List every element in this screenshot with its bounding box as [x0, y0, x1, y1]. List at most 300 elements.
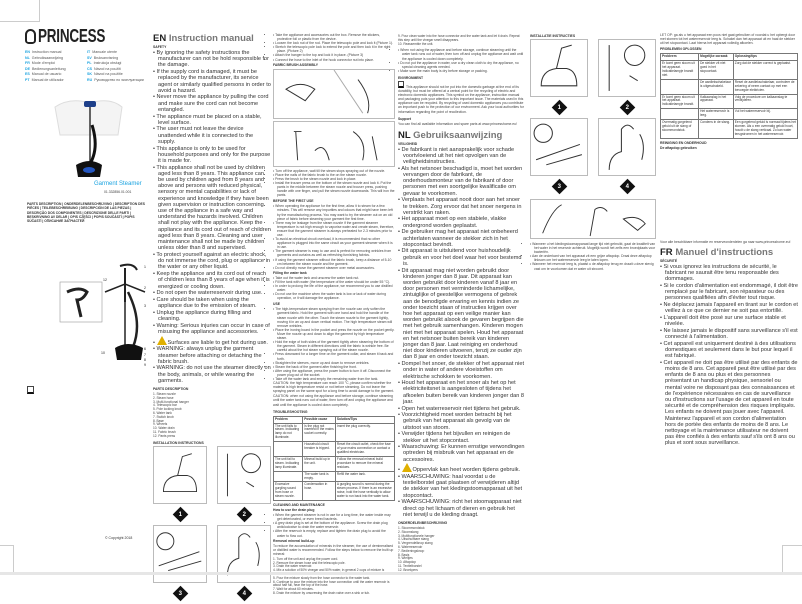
installation-figure — [530, 39, 588, 118]
language-code: RU — [87, 77, 93, 82]
figure-illustration — [217, 446, 271, 504]
part-item: 11. Fabric brush — [153, 430, 176, 435]
svg-text:6: 6 — [144, 347, 146, 351]
part-item: 1. Steam nozzle — [153, 392, 176, 397]
first-use-item: • • If using the garment steamer without the fabric brush, keep a distance of 5-10 cm between the steam nozzle and the garment. — [273, 258, 395, 266]
mineral-step: 7. Wait for about 60 minutes. — [273, 587, 314, 592]
drain-item: • • A grey drain plug is set at the bottom of the appliance. Screw the drain plug anticlockwise to drain the water reservoir. — [273, 521, 395, 529]
mineral-step: 1. Turn off the unit and unplug the power cord. — [273, 556, 339, 561]
figure-illustration — [530, 39, 588, 97]
figure-number-badge — [236, 506, 252, 522]
crest-icon — [25, 29, 36, 44]
part-item: 4. Uitschuifbare stang — [398, 537, 429, 542]
table-row — [661, 61, 798, 80]
svg-text:1: 1 — [144, 265, 146, 269]
first-use-item: • • The garment steamer is easy to use and is perfect for removing wrinkles from garments and curtains as well as refreshing furnishing fabrics. — [273, 249, 395, 257]
language-label: Manual de usuario — [31, 72, 62, 76]
brand-name: PRINCESS — [38, 26, 106, 46]
product-code: 01.332856.01.001 — [104, 190, 132, 194]
note-text: LET OP: ga als u het apparaat een poos niet gaat gebruiken of voordat u het opbergt door met stomen tot het waterreservoir leeg is. Schakel dan het apparaat uit en haal de stekker uit het stopcontact. Laat hierna het apparaat volledig afkoelen. — [660, 33, 796, 46]
language-code: PT — [25, 77, 30, 82]
safety-item: • The appliance must be placed on a stable, level surface. — [153, 114, 271, 126]
table-cell: Mineral build up in the unit. — [303, 456, 336, 471]
figure-number: 2 — [625, 104, 629, 111]
part-item: 4. Telescopic bar — [153, 403, 177, 408]
part-item: 12. Pants press — [153, 433, 176, 438]
figure-number-badge — [551, 100, 567, 116]
use-item: • • The high-temperature steam spraying from the nozzle can only soften the garment fabric. Hold the garment with one hand and hold the handle of the steam nozzle with the other. Touch the steam nozzle to the garment lightly, moving it in an up and down vertical motion. The high temperature steam will remove wrinkles. — [273, 307, 395, 327]
table-cell: Zorg dat de stekker correct is geplaatst. — [733, 61, 797, 80]
brand-logo — [25, 26, 145, 46]
environment-title: ENVIRONMENT — [398, 75, 424, 80]
mineral-step: 2. Remove the steam hose and the telescopic pole. — [273, 560, 346, 565]
safety-item: • To protect yourself against an electric shock, do not immerse the cord, plug or appliance in the water or any other liquid. — [153, 252, 271, 271]
fabric-brush-figure — [530, 199, 656, 239]
fill-item: • • Take out the water tank and unscrew the water tank nut. — [273, 276, 395, 280]
safety-list — [153, 50, 271, 335]
table-cell: Een gorgelend geluid is normaal tijdens het stomen. Als u een overmatig geluid hoort, houdt u de slang verticaal. Zo kan water terugstromen in het waterreservoir. — [733, 120, 797, 139]
table-cell — [274, 442, 303, 457]
table-cell: The water tank is empty. — [303, 471, 336, 482]
safety-item: • This appliance is only to be used for household purposes and only for the purpose it is made for. — [153, 146, 271, 165]
brush-step: • • Press the brush to the steam nozzle and lock in place. — [273, 177, 395, 181]
part-item: 7. Bedieningsknop — [398, 548, 425, 553]
brush-step: • • Place the nails of the fabric brush to the on the steam nozzle. — [273, 173, 395, 177]
table-cell — [661, 109, 699, 120]
pants-press-figure — [273, 121, 395, 167]
table-cell: Condens in de slang. — [699, 120, 734, 139]
figure-number: 3 — [557, 183, 561, 190]
part-item: 2. Stoomslang — [398, 529, 419, 534]
cleaning-title: CLEANING AND MAINTENANCE — [273, 503, 325, 508]
installation-figure — [598, 39, 656, 118]
product-title: Garment Steamer — [94, 181, 142, 187]
part-item: 1. Stoommondstuk — [398, 525, 425, 530]
assembly-step: • • Stretch the telescopic pole lock to extend the pole and then lock it in the right place. (Picture 2) — [273, 45, 395, 53]
svg-text:10: 10 — [101, 351, 105, 355]
table-cell: Refill the water tank. — [335, 471, 394, 482]
part-item: 9. Wheels — [153, 422, 168, 427]
warning-list — [398, 474, 525, 518]
part-item: 8. Basis — [398, 552, 410, 557]
lang-code: FR — [660, 246, 673, 258]
assembly-step: • • Connect the hose to the inlet of the hook connector nut into place. — [273, 58, 395, 62]
use-item: • • Take off the water tank and empty the remaining water from the tank. — [273, 377, 395, 381]
safety-item: • Verwijder tijdens het bijvullen en reinigen de stekker uit het stopcontact. — [398, 431, 525, 443]
table-cell: Condensation in hose. — [303, 482, 336, 501]
drain-item: • • After the reservoir is empty, replace and tighten the drain plug to avoid the water to flow out. — [273, 529, 395, 537]
first-use-item: • • To avoid an electrical circuit overload, it is recommended that no other appliance is plugged into the same circuit as your garment steamer when it is in use. — [273, 237, 395, 249]
caution-notes — [273, 381, 395, 407]
use-title: USE — [273, 302, 280, 307]
safety-item: • De gebruiker mag het apparaat niet onbeheerd achterlaten wanneer de stekker zich in het stopcontact bevindt. — [398, 229, 525, 248]
mineral-step: 4. Mix a solution of 50% vinegar and 50% water, in general 2 cups of mixture is — [273, 568, 385, 573]
safety-item: • Verplaats het apparaat nooit door aan het snoer te trekken. Zorg ervoor dat het snoer nergens in verstrikt kan raken. — [398, 197, 525, 216]
en-section-continued — [273, 33, 395, 598]
figure-number: 2 — [242, 511, 246, 518]
table-cell: The unit fails to steam. Indicating lamp do not illuminate. — [274, 423, 303, 442]
language-code: IT — [87, 50, 91, 54]
garment-steamer-image — [40, 95, 140, 185]
drain-item: • • Wanneer u het kledingstoomapparaat lange tijd niet gebruikt, gaat de kwaliteit van het water in het reservoir achteruit. Mogelijk wordt het zelfs een broedplaats voor bacteriën. — [530, 242, 656, 254]
storage-item: • • Make sure the main body is dry before storage or packing. — [398, 69, 525, 73]
parts-title: ONDERDELENBESCHRIJVING — [398, 520, 448, 525]
safety-item: • Het apparaat moet op een stabiele, vlakke ondergrond worden geplaatst. — [398, 216, 525, 228]
language-code: DE — [25, 66, 30, 71]
table-row — [274, 456, 395, 471]
table-cell: Vul het waterreservoir bij. — [733, 109, 797, 120]
language-list — [25, 50, 150, 82]
column-header: Probleem — [661, 54, 699, 61]
installation-figures — [153, 446, 271, 604]
safety-list — [398, 147, 525, 463]
hot-surface-warning — [153, 336, 271, 346]
language-code: PL — [87, 61, 92, 65]
environment-body: This appliance should not be put into the domestic garbage at the end of its durability, but must be offered at a central point for the recycling of electric and electronic domestic appliances. This symbol on the appliance, instruction manual and packaging puts your attention to this important issue. The materials used in this appliance can be recycled. By recycling of used domestic appliances you contribute an important push to the protection of our environment. Ask your local authorities for information regarding the point of recollection. — [398, 84, 524, 114]
table-cell: Reset de aardlekschakelaar, controleer de zekering of neem contact op met een bevoegde elektricien. — [733, 79, 797, 94]
safety-item: • Keep the appliance and its cord out of reach of children less than 8 years of age when it is energized or cooling down. — [153, 271, 271, 290]
table-cell: Het waterreservoir is leeg. — [699, 109, 734, 120]
language-code: CS — [87, 66, 92, 71]
fabric-brush-figure — [273, 69, 395, 119]
language-item — [25, 78, 87, 82]
installation-figure — [530, 118, 588, 197]
safety-item: • Care should be taken when using the appliance due to the emission of steam. — [153, 297, 271, 309]
language-label: Mode d'emploi — [31, 61, 56, 65]
mineral-steps — [273, 558, 395, 596]
part-item: 11. Textielborstel — [398, 563, 422, 568]
table-cell: Follow the removal mineral build procedure to remove the mineral residues. — [335, 456, 394, 471]
warning-item: • WARNING: do not use the steamer directly on the body, animals, or while wearing the garments. — [153, 365, 271, 384]
safety-item: • Dompel het snoer, de stekker of het apparaat niet onder in water of andere vloeistoffen om elektrische schokken te voorkomen. — [398, 361, 525, 380]
first-use-item: • • Do not directly move the garment steamer over metal accessories. — [273, 266, 395, 270]
table-cell: Is the plug not inserted in the mains socket correctly. — [303, 423, 336, 442]
language-label: Návod na použití — [94, 66, 121, 71]
brush-step: • • Install the trouser press on the bottom of the steam nozzle and lock it. Put the pants in the middle between the steam nozzle and trouser press, pushing handle with one finger, and pull the steam nozzle downwards. This will iron the pants. — [273, 181, 395, 197]
assembly-step: • • Loosen the lock nut of the rod. Place the telescopic pole and lock it (Picture 1). — [273, 41, 395, 45]
part-item: 7. Switch knob — [153, 414, 174, 419]
part-item: 6. Water tank — [153, 411, 172, 416]
language-label: Bruksanvisning — [93, 55, 119, 60]
column-header: Mogelijke oorzaak — [699, 54, 734, 61]
language-item — [87, 67, 150, 71]
part-item: 2. Steam hose — [153, 395, 174, 400]
table-cell: Overmatig gorgelend geluid uit de slang of stoommondstuk. — [661, 120, 699, 139]
table-row — [661, 79, 798, 94]
fr-heading — [660, 247, 798, 258]
caution-note: CAUTION: the high temperature can reach 100 °C, please confirm whether the material is high temperature resist or not before steaming. Do not leave the spraying panel on the same spot for a long time to avoid damage to the garment. — [273, 381, 395, 394]
safety-title: SÉCURITÉ — [660, 258, 678, 263]
installation-figure — [217, 525, 271, 604]
crop-mark — [0, 0, 40, 22]
hot-surface-text: Surfaces are liable to get hot during use. — [167, 339, 268, 346]
language-code: FR — [25, 61, 30, 65]
figure-illustration — [598, 118, 656, 176]
parts-diagram — [25, 262, 150, 377]
storage-item: • • When not using the appliance and before storage, continue steaming until the water tank runs out of water, then turn off and unplug the appliance and wait until the appliance is cooled down completely. — [398, 48, 525, 60]
assembly-step: • • Attach the hanger to the top and lock it in place. (Picture 3) — [273, 53, 395, 57]
lang-code: NL — [398, 129, 411, 141]
language-label: Manual de utilizador — [31, 77, 64, 82]
language-code: ES — [25, 72, 30, 76]
warning-item: • WARNING: always unplug the garment steamer before attaching or detaching the fabric brush. — [153, 346, 271, 365]
table-header-row — [661, 54, 798, 61]
figure-number-badge — [236, 585, 252, 601]
warning-item: • WAARSCHUWING: richt het stoomapparaat niet direct op het lichaam of dieren en gebruik het niet terwijl u de kleding draagt. — [398, 499, 525, 518]
mineral-intro: To reduce the accumulation of minerals in the steamer, the use of demineralised or distilled water is recommended. Follow the steps below to remove the built up mineral: — [273, 543, 394, 556]
figure-number: 4 — [625, 183, 629, 190]
safety-item: • Do not open the waterreservoir during use. — [153, 290, 271, 296]
language-label: Návod na použitie — [94, 72, 123, 76]
table-row — [661, 94, 798, 109]
troubleshooting-table — [273, 416, 395, 501]
hot-surface-text: Oppervlak kan heet worden tijdens gebruik. — [412, 467, 521, 474]
column-header: Oplossing/tips — [733, 54, 797, 61]
column-header: Solution/Tips — [335, 416, 394, 423]
table-cell — [661, 79, 699, 94]
drain-title: De aftapdop gebruiken — [660, 145, 697, 150]
mineral-step: 5. Pour the mixture slowly from the hose connector to the water tank. — [273, 575, 371, 580]
language-item — [87, 50, 150, 54]
figure-illustration — [530, 118, 588, 176]
assembly-list — [273, 33, 395, 62]
troubleshooting-table — [660, 53, 798, 138]
storage-list — [398, 48, 525, 73]
safety-item: • Als het netsnoer beschadigd is, moet het worden vervangen door de fabrikant, de onderhoudsmonteur van de fabrikant of door personen met een soortgelijke kwalificatie om gevaar te voorkomen. — [398, 166, 525, 197]
warning-triangle-icon — [402, 463, 412, 472]
storage-item: • • Do not put the appliance in water, use a dry clean cloth to dry the appliance, no special cleaning agents needed. — [398, 61, 525, 69]
language-code: SV — [87, 55, 92, 60]
language-item — [87, 61, 150, 65]
column-header: Problem — [274, 416, 303, 423]
part-item: 8. Base — [153, 418, 164, 423]
mineral-step: 8. Drain the mixture by unscrewing the drain valve over a sink or tub. — [273, 591, 370, 596]
use-list — [273, 307, 395, 381]
table-row — [274, 482, 395, 501]
table-cell: The unit fail to steam. Indicating lamp illuminate. — [274, 456, 303, 471]
fill-list — [273, 276, 395, 301]
language-item — [25, 67, 87, 71]
first-use-item: • • When operating the appliance for the first time, allow it to steam for a few minutes. This will remove any impurities and odours that might have been left by the manufacturing process. You may want to try the steamer out on an old piece of fabric before steaming your garment the first time. — [273, 204, 395, 220]
safety-title: VEILIGHEID — [398, 141, 418, 146]
safety-item: • Si vous ignorez les instructions de sécurité, le fabricant ne saurait être tenu responsable des dommages. — [660, 264, 798, 283]
nl-fr-section — [660, 33, 798, 447]
lang-code: EN — [153, 33, 167, 44]
crop-mark — [0, 545, 14, 575]
language-label: Bedienungsanleitung — [32, 66, 66, 71]
svg-text:8: 8 — [144, 358, 146, 362]
use-item: • • After using the appliance, press the power button to turn it off. Disconnect the power plug out of the socket. — [273, 369, 395, 377]
figure-number-badge — [172, 585, 188, 601]
table-row — [274, 442, 395, 457]
fabric-brush-title: FABRIC BRUSH ASSEMBLY — [273, 62, 318, 67]
drain-item: • • When the garment steamer is not in use for a long time, the water inside may get deteriorated, or even breed bacteria. — [273, 513, 395, 521]
use-item: • • Place the ironing board in the pocket and press the nozzle on the pocket gently. Move the nozzle up and down to align the garment by high temperature steam. — [273, 328, 395, 340]
figure-illustration — [153, 446, 207, 504]
table-cell: De stekker zit niet goed in het stopcontact. — [699, 61, 734, 80]
table-cell: Excessive gurgling sound from hose or steam nozzle. — [274, 482, 303, 501]
part-item: 10. Aftapdop — [398, 560, 416, 565]
troubleshooting-title: PROBLEMEN OPLOSSEN — [660, 47, 702, 52]
parts-list — [153, 393, 271, 439]
nl-heading — [398, 130, 525, 141]
table-row — [661, 120, 798, 139]
column-header: Possible cause — [303, 416, 336, 423]
warning-item: • WAARSCHUWING: haal voordat u de textielborstel gaat plaatsen of verwijderen altijd de stekker van het kledingstoomapparaat uit het stopcontact. — [398, 474, 525, 499]
safety-item: • This appliance shall not be used by children aged less than 8 years. This appliance can be used by children aged from 8 years and above and persons with reduced physical, sensory or mental capabilities or lack of experience and knowledge if they have been given supervision or instruction concerning use of the appliance in a safe way and understand the hazards involved. Children shall not play with the appliance. Keep the appliance and its cord out of reach of children aged less than 8 years. Cleaning and user maintenance shall not be made by children unless older than 8 and supervised. — [153, 165, 271, 252]
heading-title: Gebruiksaanwijzing — [413, 129, 503, 141]
installation-figures — [530, 39, 656, 197]
language-label: Руководство по эксплуатации — [94, 77, 144, 82]
fill-item: • • Fill the tank with water (the temperature of the water should be under 55 °C). — [273, 280, 395, 284]
safety-item: • Cet appareil ne doit pas être utilisé par des enfants de moins de 8 ans. Cet appareil peut être utilisé par des enfants de 8 ans ou plus et des personnes présentant un handicap physique, sensoriel ou mental voire ne disposant pas des connaissances et de l'expérience nécessaires en cas de surveillance ou d'instructions sur l'usage de cet appareil en toute sécurité et de compréhension des risques impliqués. Les enfants ne doivent pas jouer avec l'appareil. Maintenez l'appareil et son cordon d'alimentation hors de portée des enfants de moins de 8 ans. Le nettoyage et la maintenance utilisateur ne doivent pas être confiés à des enfants sauf s'ils ont 8 ans ou plus et sont sous surveillance. — [660, 360, 798, 447]
cleaning-title: REINIGING EN ONDERHOUD — [660, 140, 707, 145]
environment-text — [398, 81, 525, 114]
fill-title: Filling the water tank — [273, 270, 307, 275]
first-use-item: • • There may be leakage from the steam nozzle if the garment steamer temperature is not high enough to vaporise water and create steam, therefore, ensure that the garment steamer is always preheated for 2-3 minutes prior to use. — [273, 221, 395, 237]
first-use-list — [273, 204, 395, 270]
use-item: • • Steam the back of the garment after finishing the front. — [273, 365, 395, 369]
mineral-step: 6. Continue to pour the mixture into the hose connection until the water reservoir is about half full, near the top of the hose. — [273, 579, 390, 588]
warning-triangle-icon — [157, 336, 167, 345]
language-code: SK — [87, 72, 92, 76]
safety-item: • If the supply cord is damaged, it must be replaced by the manufacturer, its service agent or similarly qualified persons in order to avoid a hazard. — [153, 69, 271, 94]
figure-number: 1 — [178, 511, 182, 518]
table-cell: Kalkaanslag in het apparaat. — [699, 94, 734, 109]
mineral-step: 10. Reassemble the unit. — [398, 41, 434, 46]
safety-item: • Unplug the appliance during filling and cleaning. — [153, 310, 271, 322]
nl-install-section — [530, 33, 656, 271]
safety-item: • Ne laissez jamais le dispositif sans surveillance s'il est connecté à l'alimentation. — [660, 328, 798, 340]
table-row — [661, 109, 798, 120]
part-item: 5. Vergrendelknop stang — [398, 541, 433, 546]
language-item — [25, 50, 87, 54]
safety-item: • Waarschuwing: Er kunnen ernstige verwondingen optreden bij misbruik van het apparaat en de accessoires. — [398, 444, 525, 463]
safety-item: • By ignoring the safety instructions the manufacturer can not be hold responsible for the damage. — [153, 50, 271, 69]
hot-surface-list — [398, 463, 525, 473]
language-item — [87, 56, 150, 60]
svg-text:7: 7 — [144, 353, 146, 357]
drain-list — [273, 513, 395, 538]
safety-item: • Ne déplacez jamais l'appareil en tirant sur le cordon et veillez à ce que ce dernier ne soit pas entortillé. — [660, 302, 798, 314]
table-cell: Household circuit breaker is tripped. — [303, 442, 336, 457]
assembly-step: • • Take the appliance and accessories out the box. Remove the stickers, protective foil or plastic from the device. — [273, 33, 395, 41]
copyright: © Copyright 2018 — [105, 536, 133, 540]
crop-mark — [782, 545, 802, 575]
use-item: • • Straighten the sleeves, move up and down to remove wrinkles. — [273, 361, 395, 365]
use-item: • • Hold the edge of both sides of the garment tightly when steaming the bottom of the garment. Steam in different directions until the fabric is wrinkle free. Be careful about the hot steam spraying out of the steam nozzle. — [273, 340, 395, 352]
safety-item: • Cet appareil est uniquement destiné à des utilisations domestiques et seulement dans le but pour lequel il est fabriqué. — [660, 341, 798, 360]
brush-steps — [273, 169, 395, 198]
safety-item: • Never move the appliance by pulling the cord and make sure the cord can not become entangled. — [153, 94, 271, 113]
mineral-step: 9. Pour clean water into the hose connector and the water tank and let it drain. Repeat this step until the vinegar smell disappears. — [398, 34, 520, 42]
table-header-row — [274, 416, 395, 423]
fill-item: • • Do not use the machine when the water tank is low or lack of water during operation, or it will damage the appliance. — [273, 292, 395, 300]
installation-figure — [153, 525, 207, 604]
figure-number: 3 — [178, 590, 182, 597]
hot-surface-warning — [398, 463, 525, 473]
language-code: NL — [25, 55, 30, 60]
support-text: You can find all available information and spare parts at www.princesshome.eu! — [398, 121, 517, 126]
svg-text:3: 3 — [144, 304, 146, 308]
part-item: 10. Water drain — [153, 426, 175, 431]
installation-figure — [598, 118, 656, 197]
weee-icon — [27, 386, 34, 394]
hot-surface-list — [153, 336, 271, 346]
figure-number-badge — [619, 100, 635, 116]
drain-item: • • Aan de onderkant van het apparaat zit een grijze aftapdop. Draai deze aftapdop linksom om het waterreservoir leeg te laten lopen. — [530, 254, 656, 262]
svg-text:9: 9 — [144, 363, 146, 367]
fill-item: • • In order to prolong the life of the appliance, we recommend you to use distilled water. — [273, 284, 395, 292]
mineral-title: Removal mineral build-up — [273, 538, 315, 543]
table-cell: A gurgling sound is normal during the steam process. If there is an excessive noise, hold the hose vertically to allow water to run back into the water tank. — [335, 482, 394, 501]
caution-note: CAUTION: when not using the appliance and before storage, continue steaming until the water tank runs out of water, then turn off and unplug the appliance and wait until the appliance is cooled down completely. — [273, 394, 393, 407]
figure-number-badge — [619, 179, 635, 195]
safety-list — [660, 264, 798, 447]
brush-step: • • Turn off the appliance, wait till the steam stops spraying out of the nozzle. — [273, 169, 395, 173]
part-item: 9. Wieltjes — [398, 556, 413, 561]
first-use-title: BEFORE THE FIRST USE — [273, 199, 314, 204]
table-cell: Reset the circuit outlet, check the fuse of your mains connection or contact a qualified electrician. — [335, 442, 394, 457]
svg-text:2: 2 — [144, 286, 146, 290]
language-code: EN — [25, 50, 30, 54]
table-cell — [274, 471, 303, 482]
figure-illustration — [598, 39, 656, 97]
en-nl-section — [398, 33, 525, 575]
install-title: INSTALLATIE INSTRUCTIES — [530, 34, 576, 38]
mineral-step: 3. Drain the water reservoir. — [273, 564, 313, 569]
use-item: • • Press downward for a longer time on the garment collar, and steam it back and forth. — [273, 352, 395, 360]
drain-item: • • Wanneer het reservoir leeg is, plaatst u de aftapdop terug en draait u deze stevig vast om te voorkomen dat er water uit stroomt. — [530, 262, 656, 270]
language-item — [87, 78, 150, 82]
table-row — [274, 471, 395, 482]
table-cell: De aardlekschakelaar is uitgeschakeld. — [699, 79, 734, 94]
language-label: Gebruiksaanwijzing — [31, 55, 63, 60]
weee-icon — [398, 81, 404, 88]
figure-number: 1 — [557, 104, 561, 111]
parts-list — [398, 527, 525, 573]
language-label: Manuale utente — [92, 50, 117, 54]
installation-figure — [153, 446, 207, 525]
safety-item: • L'appareil doit être posé sur une surface stable et nivelée. — [660, 315, 798, 327]
part-item: 3. Multifunctionele hanger — [398, 533, 435, 538]
language-item — [25, 56, 87, 60]
safety-item: • Open het waterreservoir niet tijdens het gebruik. — [398, 406, 525, 412]
safety-item: • Warning: Serious injuries can occur in case of misusing the appliance and accessories. — [153, 323, 271, 335]
table-cell: Volg de procedure om kalkaanslag te verwijderen. — [733, 94, 797, 109]
safety-item: • De fabrikant is niet aansprakelijk voor schade voortvloeiend uit het niet opvolgen van de veiligheidsinstructies. — [398, 147, 525, 166]
language-item — [87, 72, 150, 76]
table-cell: Insert the plug correctly. — [335, 423, 394, 442]
safety-item: • Houd het apparaat en het snoer als het op het elektriciteitsnet is aangesloten of tijdens het afkoelen buiten bereik van kinderen jonger dan 8 jaar. — [398, 380, 525, 405]
drain-title: How to use the drain plug — [273, 508, 315, 513]
drain-list — [530, 242, 656, 271]
language-label: Instruction manual — [32, 50, 62, 54]
safety-title: SAFETY — [153, 45, 167, 49]
figure-number-badge — [551, 179, 567, 195]
svg-text:12: 12 — [103, 278, 107, 282]
mineral-steps-continued — [398, 35, 525, 46]
parts-description-header: PARTS DESCRIPTION | ONDERDELENBESCHRIJVING | DESCRIPTION DES PIÈCES | TEILEBESCHREIBUNG | DESCRIPCIÓN DE LAS PIEZAS | DESCRIÇÃO DOS COMPONENTES | DESCRIZIONE DELLE PARTI | BESKRIVNING AV DELAR | OPIS CZĘŚCI | POPIS SOUČÁSTÍ | POPIS SÚČASTÍ | ОПИСАНИЕ ЗАПЧАСТЕЙ — [27, 202, 145, 224]
safety-item: • The user must not leave the device unattended while it is connected to the supply. — [153, 126, 271, 145]
nl-body-text — [530, 199, 656, 271]
install-title: INSTALLATION INSTRUCTIONS — [153, 440, 204, 445]
safety-item: • Dit apparaat is uitsluitend voor huishoudelijk gebruik en voor het doel waar het voor bestemd is. — [398, 248, 525, 267]
part-item: 6. Waterreservoir — [398, 544, 423, 549]
part-item: 5. Pole locking knob — [153, 407, 182, 412]
table-cell: Er komt geen stoom uit het apparaat. Indicatielampje brandt niet. — [661, 61, 699, 80]
heading-title: Instruction manual — [168, 33, 254, 44]
